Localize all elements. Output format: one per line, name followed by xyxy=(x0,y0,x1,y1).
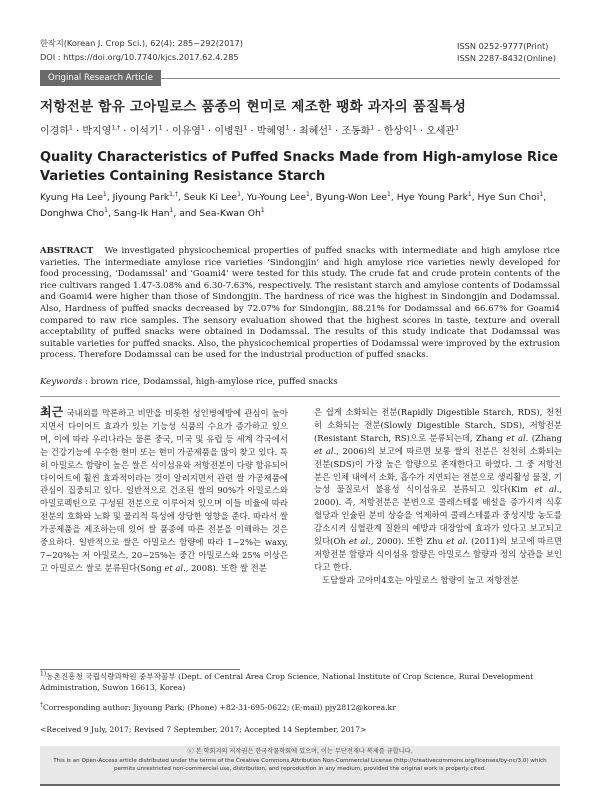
keywords xyxy=(40,377,560,387)
abstract-label: ABSTRACT xyxy=(40,246,94,256)
issn-online: ISSN 2287-8432(Online) xyxy=(457,53,556,63)
title-korean: 저항전분 함유 고아밀로스 품종의 현미로 제조한 팽화 과자의 품질특성 xyxy=(40,99,467,115)
lead-word: 최근 xyxy=(40,405,64,419)
authors-english: Kyung Ha Lee$^1$, Jiyoung Park$^{1,\dagger}$, Seuk Ki Lee$^1$, Yu-Young Lee$^1$, Byung-Won Lee$^1$, Hye Young Park$^1$, Hye Sun Choi$^1$, Donghwa Cho$^1$, Sang-Ik Han$^1$, and Sea-Kwan Oh$^1$ xyxy=(40,190,547,219)
body-right-text: 은 쉽게 소화되는 전분(Rapidly Digestible Starch, RDS), 천천히 소화되는 전분(Slowly Digestible Starch, SDS), 저항전분(Resistant Starch, RS)으로 분류되는데, Zhang et al. (Zhang et al., 2006)의 보고에 따르면 보통 쌀의 전분은 천천히 소화되는 전분(SDS)이 가장 높은 함량으로 존재한다고 하였다. 그 중 저항전분은 인체 내에서 소화, 흡수가 지연되는 전분으로 생리활성 물질, 기능성 물질로서 불용성 식이섬유로 분류되고 있다(Kim et al., 2000). 즉, 저항전분은 분변으로 콜레스테롤 배설을 증가시켜 식후 혈당과 인슐린 분비 상승을 억제하여 콜레스테롤과 중성지방 농도를 감소시켜 심혈관계 질환의 예방과 대장암에 효과가 있다고 보고되고 있다(Oh et al., 2000). 또한 Zhu et al. (2011)의 보고에 따르면 저항전분 함량과 식이섬유 함량은 아밀로스 함량과 정의 상관을 보인다고 한다. 도담쌀과 고아미4호는 아밀로스 함량이 높고 저항전분 xyxy=(314,407,562,585)
footnote-divider xyxy=(40,669,240,670)
keywords-label: Keywords xyxy=(40,377,83,387)
received-dates: <Received 9 July, 2017; Revised 7 September, 2017; Accepted 14 September, 2017> xyxy=(40,725,367,734)
section-divider xyxy=(40,396,560,397)
affiliation-footnote: $^{1)}$농촌진흥청 국립식량과학원 중부작물부 (Dept. of Central Area Crop Science, National Institute of Crop Science, Rural Development Administration, Suwon 16613, Korea) xyxy=(40,670,534,692)
footer-bar xyxy=(40,784,560,786)
corresponding-author: †Corresponding author: Jiyoung Park; (Phone) +82-31-695-0622; (E-mail) pjy2812@korea.kr xyxy=(40,701,396,712)
issn-block xyxy=(457,40,556,64)
authors-korean: 이경하$^1$ · 박지영$^{1,\dagger}$ · 이석기$^1$ · 이유영$^1$ · 이병원$^1$ · 박혜영$^1$ · 최혜선$^1$ · 조동화$^1$ · 한상익$^1$ · 오세관$^1$ xyxy=(40,124,459,137)
abstract-text: We investigated physicochemical properties of puffed snacks with intermediate and high amylose rice varieties. The intermediate amylose rice varieties ‘Sindongjin’ and high amylose rice varieties newly developed for food processing, ‘Dodamssal’ and ‘Goami4’ were tested for this study. The crude fat and crude protein contents of the rice cultivars ranged 1.47-3.08% and 6.30-7.63%, respectively. The resistant starch and amylose contents of Dodamssal and Goami4 were higher than those of Sindongjin. The hardness of rice was the highest in Sindongjin and Dodamssal. Also, Hardness of puffed snacks decreased by 72.07% for Sindongjin, 88.21% for Dodamssal and 66.67% for Goami4 compared to raw rice samples. The sensory evaluation showed that the highest scores in taste, texture and overall acceptability of puffed snacks were obtained in Dodamssal. The results of this study indicate that Dodamssal was suitable varieties for puffed snacks. Also, the physicochemical properties of Dodamssal were improved by the extrusion process. Therefore Dodamssal can be used for the industrial production of puffed snacks. xyxy=(40,246,560,361)
abstract xyxy=(40,246,560,362)
body-column-left xyxy=(40,406,288,575)
doi-link[interactable]: DOI : https://doi.org/10.7740/kjcs.2017.62.4.285 xyxy=(40,52,239,62)
article-type-tag: Original Research Article xyxy=(40,70,161,86)
journal-header xyxy=(40,36,243,64)
issn-print: ISSN 0252-9777(Print) xyxy=(457,41,549,51)
journal-citation: 한작지(Korean J. Crop Sci.), 62(4): 285~292(2017) xyxy=(40,38,243,48)
copyright-notice: ⓒ 본 학회지의 저작권은 한국작물학회에 있으며, 이는 무단전재나 복제를 금합니다. xyxy=(187,748,413,755)
license-text: This is an Open-Access article distributed under the terms of the Creative Commons Attribution Non-Commercial License (http://creativecommons.org/licenses/by-nc/3.0) which permits unrestricted non-commercial use, distribution, and reproduction in any medium, provided the original work is properly cited. xyxy=(53,758,547,772)
keywords-text: : brown rice, Dodamssal, high-amylose rice, puffed snacks xyxy=(85,377,338,387)
body-column-right xyxy=(314,406,562,587)
title-english: Quality Characteristics of Puffed Snacks Made from High-amylose Rice Varieties Containing Resistance Starch xyxy=(40,150,558,184)
body-left-text: 국내외를 막론하고 비만을 비롯한 성인병예방에 관심이 높아지면서 다이어트 효과가 있는 기능성 식품의 수요가 증가하고 있으며, 이에 따라 우리나라는 물론 중국, 미국 및 유럽 등 세계 각국에서는 건강기능에 우수한 현미 또는 현미 가공제품을 많이 찾고 있다. 특히 아밀로스 함량이 높은 쌀은 식이섬유와 저항전분이 다량 함유되어 다이어트에 훨씬 효과적이라는 것이 알려지면서 관련 쌀 가공제품에 관심이 집중되고 있다. 일반적으로 건조된 쌀의 90%가 아밀로스와 아밀로펙틴으로 구성된 전분으로 이루어져 있으며 이들 비율에 따라 전분의 호화와 노화 및 물리적 특성에 상당한 영향을 준다. 따라서 쌀 가공제품을 제조하는데 있어 쌀 품종에 따른 전분을 이해하는 것은 중요하다. 일반적으로 쌀은 아밀로스 함량에 따라 1~2%는 waxy, 7~20%는 저 아밀로스, 20~25%는 중간 아밀로스와 25% 이상은 고 아밀로스 쌀로 분류된다(Song et al., 2008). 또한 쌀 전분 xyxy=(40,408,288,573)
